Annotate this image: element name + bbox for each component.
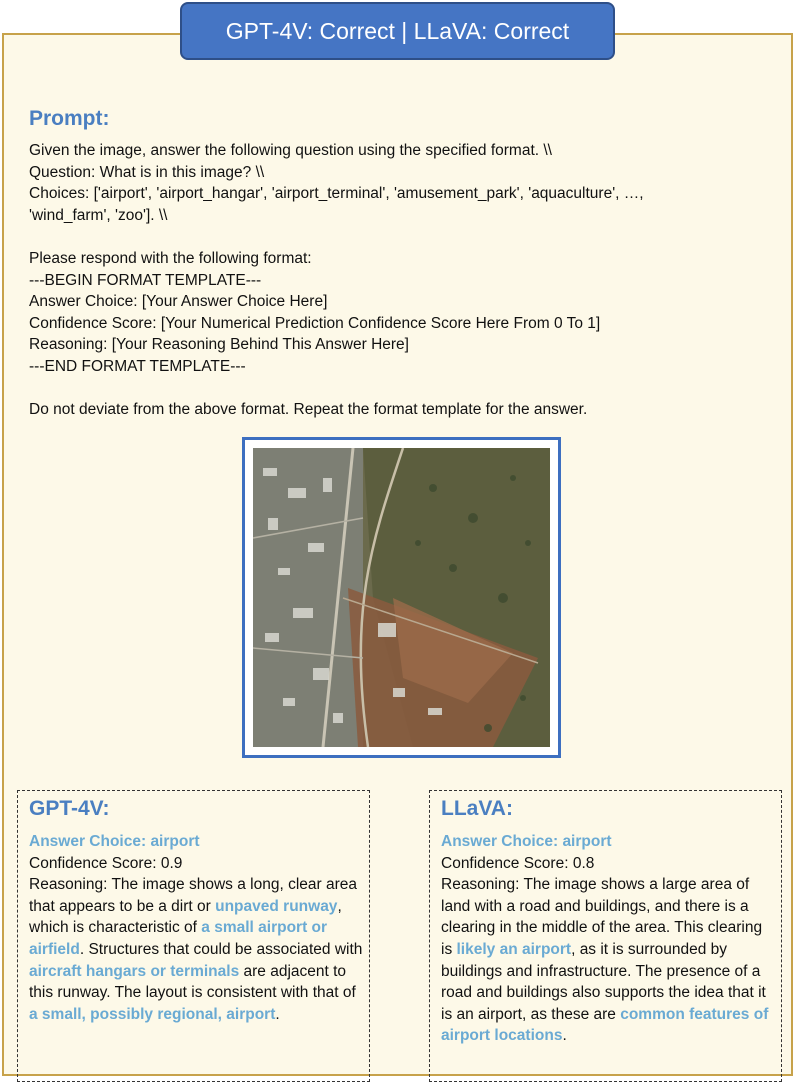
gpt4v-confidence: Confidence Score: 0.9 bbox=[29, 854, 183, 872]
prompt-line bbox=[29, 226, 789, 248]
prompt-line: Reasoning: [Your Reasoning Behind This Answer Here] bbox=[29, 336, 409, 354]
reasoning-highlight: a small airport or airfield bbox=[29, 919, 328, 958]
satellite-image-picture bbox=[253, 448, 550, 747]
reasoning-highlight: unpaved runway bbox=[215, 897, 338, 915]
prompt-line: Do not deviate from the above format. Repeat the format template for the answer. bbox=[29, 401, 588, 419]
llava-title: LLaVA: bbox=[441, 797, 513, 820]
llava-confidence: Confidence Score: 0.8 bbox=[441, 854, 595, 872]
llava-reasoning bbox=[441, 874, 776, 1047]
gpt4v-answer-box bbox=[17, 790, 370, 1082]
reasoning-text: Reasoning: The image shows a large area of land with a road and buildings, and there is a clearing in the middle of the area. This clearing is bbox=[441, 876, 763, 958]
reasoning-text: . Structures that could be associated with bbox=[79, 940, 363, 958]
satellite-image bbox=[242, 437, 561, 758]
reasoning-text: . bbox=[275, 1005, 280, 1023]
reasoning-highlight: common features of airport locations bbox=[441, 1005, 769, 1045]
prompt-line: Answer Choice: [Your Answer Choice Here] bbox=[29, 293, 328, 311]
prompt-title: Prompt: bbox=[29, 107, 110, 130]
reasoning-highlight: likely an airport bbox=[456, 940, 572, 958]
reasoning-highlight: a small, possibly regional, airport bbox=[29, 1005, 276, 1023]
reasoning-text: are adjacent to this runway. The layout is consistent with that of bbox=[29, 962, 356, 1002]
prompt-line: ---BEGIN FORMAT TEMPLATE--- bbox=[29, 271, 262, 289]
prompt-line: 'wind_farm', 'zoo']. \\ bbox=[29, 206, 168, 224]
prompt-line: Please respond with the following format: bbox=[29, 249, 312, 267]
reasoning-text: , which is characteristic of bbox=[29, 897, 342, 937]
reasoning-text: , as it is surrounded by buildings and infrastructure. The presence of a road and buildings also supports the idea that it is an airport, as these are bbox=[441, 940, 766, 1023]
prompt-line: Choices: ['airport', 'airport_hangar', 'airport_terminal', 'amusement_park', 'aquaculture', …, bbox=[29, 185, 644, 203]
llava-answer-choice: Answer Choice: airport bbox=[441, 833, 612, 850]
prompt-text bbox=[29, 140, 789, 421]
prompt-line: Confidence Score: [Your Numerical Prediction Confidence Score Here From 0 To 1] bbox=[29, 314, 601, 332]
reasoning-text: . bbox=[562, 1027, 567, 1045]
prompt-line: Given the image, answer the following question using the specified format. \\ bbox=[29, 142, 552, 159]
reasoning-highlight: aircraft hangars or terminals bbox=[29, 962, 240, 980]
prompt-line: Question: What is in this image? \\ bbox=[29, 163, 265, 181]
prompt-line: ---END FORMAT TEMPLATE--- bbox=[29, 357, 246, 375]
prompt-line bbox=[29, 378, 789, 400]
llava-answer-box bbox=[429, 790, 782, 1082]
gpt4v-answer-choice: Answer Choice: airport bbox=[29, 833, 200, 850]
result-banner: GPT-4V: Correct | LLaVA: Correct bbox=[180, 2, 615, 60]
content-frame bbox=[2, 33, 793, 1076]
gpt4v-title: GPT-4V: bbox=[29, 797, 110, 820]
gpt4v-reasoning bbox=[29, 874, 364, 1025]
reasoning-text: Reasoning: The image shows a long, clear area that appears to be a dirt or bbox=[29, 876, 357, 915]
